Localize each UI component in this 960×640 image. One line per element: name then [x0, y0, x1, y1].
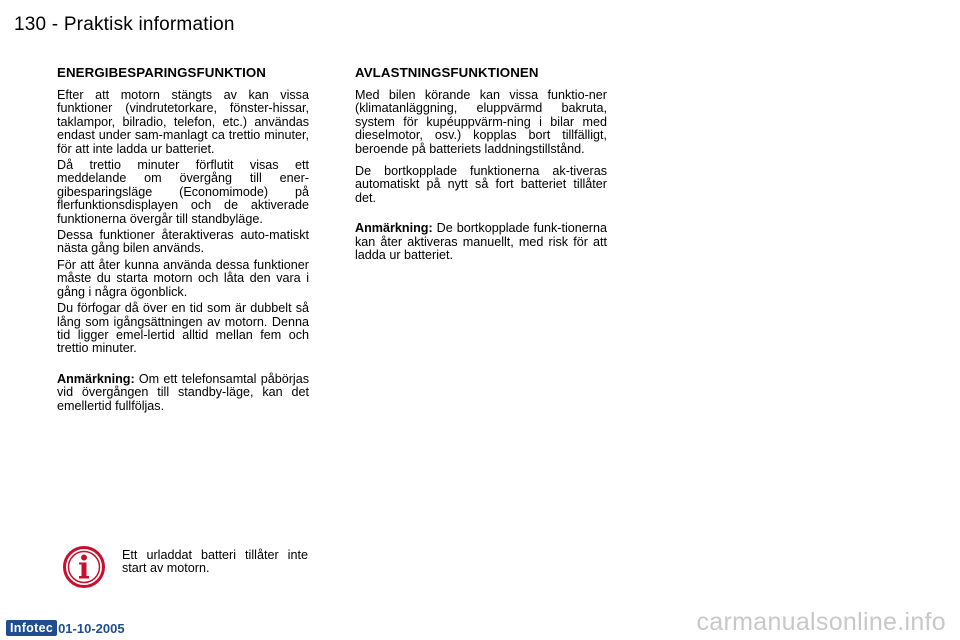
energy-note-text: Om ett telefonsamtal påbörjas vid övergången till standby-läge, kan det emellertid fullföljas.	[57, 371, 309, 413]
footer-date: 01-10-2005	[58, 620, 125, 636]
energy-paragraph-4: För att åter kunna använda dessa funktioner måste du starta motorn och låta den vara i gång i några ögonblick.	[57, 257, 309, 299]
watermark: carmanualsonline.info	[696, 608, 946, 636]
load-shedding-section	[355, 65, 607, 271]
load-note	[355, 222, 607, 262]
infotec-logo: Infotec	[6, 620, 57, 636]
page-header	[14, 14, 235, 36]
energy-saving-title: ENERGIBESPARINGSFUNKTION	[57, 65, 267, 80]
page-number: 130	[14, 14, 47, 35]
section-title-header: Praktisk information	[63, 14, 235, 35]
header-separator: -	[51, 14, 59, 35]
load-shedding-title: AVLASTNINGSFUNKTIONEN	[355, 65, 539, 80]
energy-note-label: Anmärkning:	[57, 371, 135, 386]
info-text: Ett urladdat batteri tillåter inte start av motorn.	[122, 548, 308, 576]
load-paragraph-2: De bortkopplade funktionerna ak-tiveras automatiskt på nytt så fort batteriet tillåter det.	[355, 164, 607, 205]
load-paragraph-1: Med bilen körande kan vissa funktio-ner (klimatanläggning, eluppvärmd bakruta, system för kupéuppvärm-ning i bilar med dieselmotor, osv.) kopplas bort tillfälligt, beroende på batteriets laddningstillstånd.	[355, 88, 607, 156]
energy-paragraph-5: Du förfogar då över en tid som är dubbelt så lång som igångsättningen av motorn. Denna tid ligger emel-lertid alltid mellan fem och trettio minuter.	[57, 301, 309, 356]
load-note-text: De bortkopplade funk-tionerna kan åter aktiveras manuellt, med risk för att ladda ur batteriet.	[355, 221, 607, 263]
energy-paragraph-3: Dessa funktioner återaktiveras auto-matiskt nästa gång bilen används.	[57, 228, 309, 256]
info-icon	[62, 545, 106, 589]
energy-paragraph-2: Då trettio minuter förflutit visas ett meddelande om övergång till ener-gibesparingsläge (Economimode) på flerfunktionsdisplayen och de aktiverade funktionerna övergår till standbyläge.	[57, 158, 309, 226]
load-note-label: Anmärkning:	[355, 221, 433, 236]
energy-note	[57, 373, 309, 413]
energy-saving-section	[57, 65, 309, 416]
footer	[6, 619, 125, 637]
info-box	[60, 542, 312, 592]
energy-paragraph-1: Efter att motorn stängts av kan vissa funktioner (vindrutetorkare, fönster-hissar, taklampor, bilradio, telefon, etc.) användas endast under sam-manlagt ca trettio minuter, för att inte ladda ur batteriet.	[57, 88, 309, 156]
